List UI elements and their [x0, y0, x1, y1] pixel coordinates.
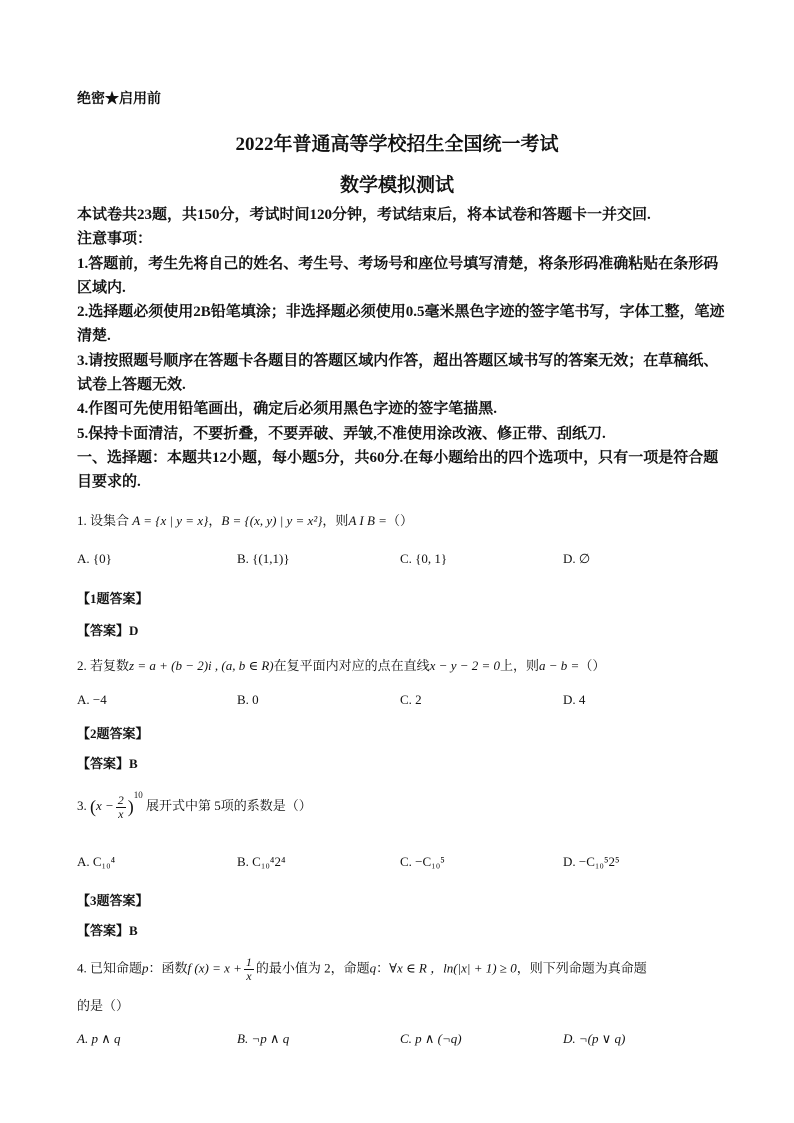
question-number: 4.: [77, 960, 87, 976]
question-text: ，则: [322, 513, 349, 528]
math-expression: ∀x ∈ R ，ln(|x| + 1) ≥ 0: [389, 960, 517, 976]
exam-title: 2022年普通高等学校招生全国统一考试: [235, 134, 559, 155]
question-text: ：: [376, 960, 390, 976]
right-paren: ): [127, 796, 134, 817]
fraction-numerator: 2: [117, 792, 124, 807]
option-d: D. −C₁₀⁵2⁵: [563, 854, 620, 869]
math-expression: A I B =: [348, 513, 387, 528]
answer-text: 【答案】B: [77, 923, 138, 938]
option-d: D. 4: [563, 692, 586, 707]
question-3: [77, 790, 312, 821]
option-a: A. p ∧ q: [77, 1031, 121, 1046]
math-expression: A = {x | y = x}: [132, 513, 209, 528]
question-4: [77, 956, 647, 983]
math-expression: z = a + (b − 2)i , (a, b ∈ R): [129, 658, 274, 673]
question-text: 展开式中第 5项的系数是（）: [146, 798, 312, 813]
answer-text: 【答案】B: [77, 756, 138, 771]
question-text: （）: [579, 658, 606, 673]
math-expression: p: [142, 960, 149, 976]
confidential-label: 绝密★启用前: [77, 92, 161, 107]
note-item: 1.答题前，考生先将自己的姓名、考生号、考场号和座位号填写清楚，将条形码准确粘贴在条形码区域内.: [77, 255, 719, 296]
question-text: 若复数: [90, 658, 130, 673]
option-c: C. 2: [400, 692, 422, 707]
fraction: [116, 794, 126, 821]
note-item: 3.请按照题号顺序在答题卡各题目的答题区域内作答，超出答题区域书写的答案无效；在草稿纸、试卷上答题无效.: [77, 352, 719, 394]
exponent: 10: [133, 790, 143, 800]
question-text: 在复平面内对应的点在直线: [273, 658, 430, 673]
math-expression: a − b =: [539, 658, 580, 673]
answer-text: 【答案】D: [77, 623, 139, 638]
math-expression: q: [369, 960, 377, 976]
option-d: D. ∅: [563, 551, 591, 566]
answer-heading: 【1题答案】: [77, 591, 149, 606]
notice-heading: 注意事项：: [77, 231, 153, 248]
option-c: C. p ∧ (¬q): [400, 1031, 462, 1046]
intro-text: 本试卷共23题，共150分，考试时间120分钟，考试结束后，将本试卷和答题卡一并交回.: [77, 207, 651, 223]
question-text: （）: [386, 513, 413, 528]
question-number: 3.: [77, 798, 87, 813]
question-1: [77, 510, 413, 529]
section-heading: 一、选择题：本题共12小题，每小题5分，共60分.在每小题给出的四个选项中，只有一项是符合题目要求的.: [77, 449, 719, 491]
instructions-block: [77, 203, 732, 495]
question-text: ，则下列命题为真命题: [516, 960, 647, 976]
answer-heading: 【2题答案】: [77, 726, 149, 741]
option-d: D. ¬(p ∨ q): [563, 1031, 626, 1046]
option-b: B. 0: [237, 692, 259, 707]
question-2: [77, 655, 605, 674]
fraction-numerator: 1: [245, 955, 252, 969]
question-text: 已知命题: [90, 960, 143, 976]
note-item: 5.保持卡面清洁，不要折叠，不要弄破、弄皱,不准使用涂改液、修正带、刮纸刀.: [77, 425, 606, 442]
option-b: B. C₁₀⁴2⁴: [237, 854, 286, 869]
math-expression: x −: [96, 798, 114, 813]
question-number: 2.: [77, 658, 87, 673]
fraction: [244, 956, 254, 983]
fraction-denominator: x: [246, 969, 252, 983]
option-a: A. C₁₀⁴: [77, 854, 116, 869]
question-4-continued: 的是（）: [77, 998, 130, 1013]
question-number: 1.: [77, 513, 87, 528]
note-item: 4.作图可先使用铅笔画出，确定后必须用黑色字迹的签字笔描黑.: [77, 401, 498, 418]
fraction-denominator: x: [118, 806, 124, 821]
option-a: A. {0}: [77, 551, 112, 566]
math-expression: f (x) = x +: [187, 960, 242, 976]
option-a: A. −4: [77, 692, 107, 707]
math-expression: x − y − 2 = 0: [429, 658, 501, 673]
question-text: 的最小值为 2，命题: [255, 960, 370, 976]
option-c: C. {0, 1}: [400, 551, 448, 566]
question-text: ，: [208, 513, 222, 528]
answer-heading: 【3题答案】: [77, 893, 149, 908]
math-expression: B = {(x, y) | y = x²}: [221, 513, 323, 528]
note-item: 2.选择题必须使用2B铅笔填涂；非选择题必须使用0.5毫米黑色字迹的签字笔书写，字体工整，笔迹清楚.: [77, 304, 725, 345]
question-text: 设集合: [90, 513, 130, 528]
option-c: C. −C₁₀⁵: [400, 854, 445, 869]
option-b: B. ¬p ∧ q: [237, 1031, 290, 1046]
exam-subtitle: 数学模拟测试: [339, 175, 454, 196]
left-paren: (: [90, 796, 96, 817]
question-text: ：函数: [148, 960, 188, 976]
question-text: 上，则: [500, 658, 540, 673]
option-b: B. {(1,1)}: [237, 551, 290, 566]
